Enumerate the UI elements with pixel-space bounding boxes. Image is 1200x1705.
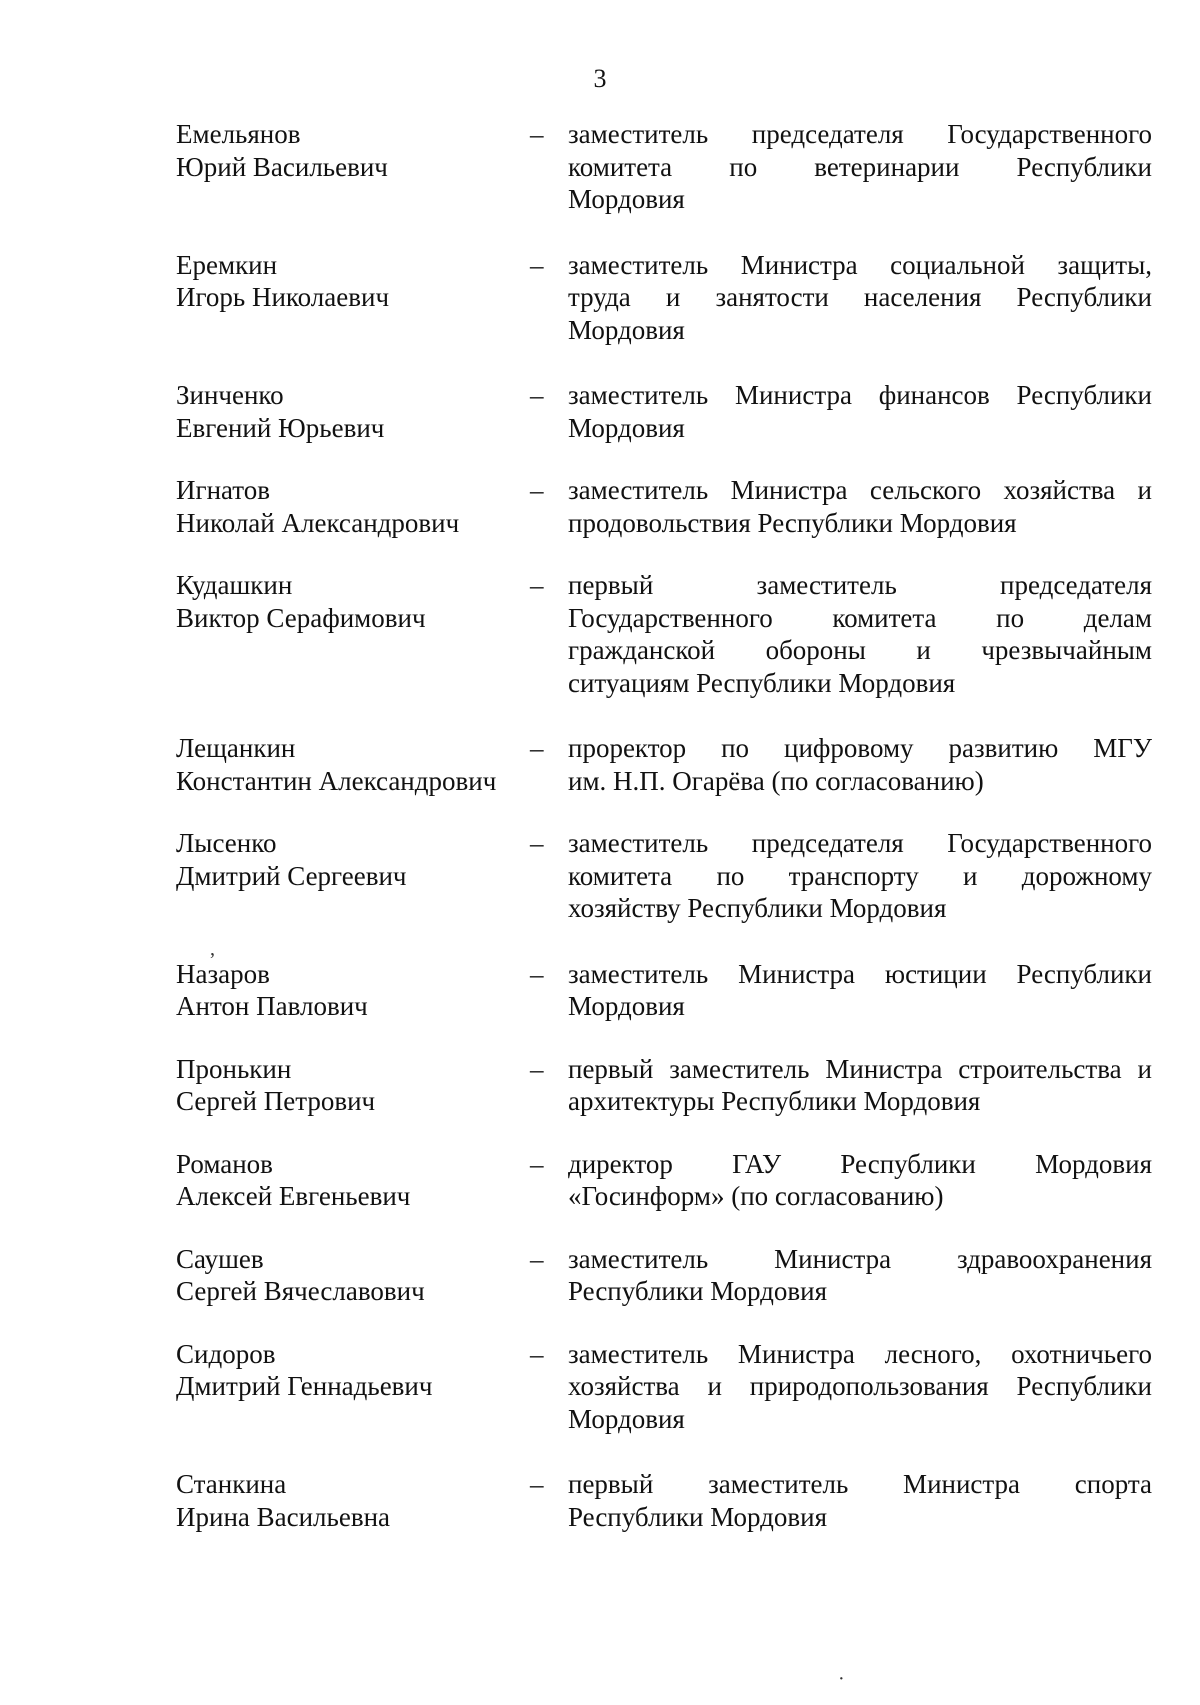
member-surname: Станкина [176,1469,287,1499]
member-surname: Емельянов [176,119,301,149]
member-dash: – [530,475,544,505]
member-row [176,474,1152,539]
member-position-line: Мордовия [568,991,685,1021]
member-row [176,1148,1152,1213]
member-surname: Зинченко [176,380,284,410]
member-given-names: Николай Александрович [176,507,460,538]
member-position [568,379,1152,444]
member-position-line: первый заместитель председателя [568,570,1152,600]
member-position-line: заместитель Министра здравоохранения [568,1243,1152,1274]
member-surname: Сидоров [176,1338,276,1369]
member-position-line: Мордовия [568,412,685,443]
member-dash: – [530,1469,544,1499]
member-dash: – [530,828,544,858]
page-number: 3 [593,64,607,93]
member-position-line: заместитель председателя Государственного [568,119,1152,149]
member-row [176,118,1152,216]
member-position-line: заместитель Министра юстиции Республики [568,958,1152,989]
member-given-names: Евгений Юрьевич [176,412,385,443]
member-row [176,379,1152,444]
member-position [568,1243,1152,1308]
member-name [176,569,546,634]
member-position-line: заместитель Министра финансов Республики [568,380,1152,410]
member-position-line: заместитель Министра сельского хозяйства и [568,475,1152,505]
member-given-names: Виктор Серафимович [176,602,426,633]
member-surname: Романов [176,1148,273,1179]
member-position-line: Мордовия [568,314,685,345]
member-position-line: заместитель Министра социальной защиты, [568,249,1152,280]
member-position-line: первый заместитель Министра спорта [568,1469,1152,1499]
member-name [176,118,546,183]
member-position-line: комитета по транспорту и дорожному [568,860,1152,891]
member-position-line: проректор по цифровому развитию МГУ [568,733,1152,763]
member-position-line: комитета по ветеринарии Республики [568,151,1152,182]
member-dash: – [530,570,544,600]
member-given-names: Сергей Вячеславович [176,1276,425,1306]
member-name [176,474,546,539]
member-surname: Саушев [176,1243,264,1274]
member-given-names: Антон Павлович [176,991,368,1021]
member-row [176,958,1152,1023]
member-position [568,732,1152,797]
member-surname: Еремкин [176,249,278,280]
member-position-line: заместитель председателя Государственного [568,828,1152,858]
member-position-line: Государственного комитета по делам [568,602,1152,633]
member-given-names: Ирина Васильевна [176,1501,391,1532]
member-position [568,958,1152,1023]
scan-mark: , [210,938,215,960]
member-surname: Игнатов [176,475,270,505]
member-position-line: заместитель Министра лесного, охотничьего [568,1338,1152,1369]
member-position-line: хозяйства и природопользования Республики [568,1371,1152,1401]
member-row [176,1243,1152,1308]
member-position-line: Мордовия [568,184,685,214]
member-position-line: директор ГАУ Республики Мордовия [568,1148,1152,1179]
member-dash: – [530,1243,544,1274]
member-position [568,569,1152,699]
member-row [176,1053,1152,1118]
member-position-line: им. Н.П. Огарёва (по согласованию) [568,765,984,796]
member-position-line: хозяйству Республики Мордовия [568,893,947,923]
member-position-line: Республики Мордовия [568,1501,828,1532]
member-position-line: ситуациям Республики Мордовия [568,667,956,698]
member-dash: – [530,119,544,149]
member-position-line: Мордовия [568,1403,685,1434]
member-row [176,1468,1152,1533]
member-surname: Кудашкин [176,570,293,600]
member-dash: – [530,1053,544,1084]
member-name [176,249,546,314]
member-given-names: Сергей Петрович [176,1086,376,1116]
member-dash: – [530,958,544,989]
member-position-line: архитектуры Республики Мордовия [568,1086,981,1116]
member-position [568,827,1152,925]
member-dash: – [530,733,544,763]
member-position-line: первый заместитель Министра строительства и [568,1053,1152,1084]
member-position-line: труда и занятости населения Республики [568,282,1152,312]
member-position-line: «Госинформ» (по согласованию) [568,1181,944,1211]
member-given-names: Константин Александрович [176,765,497,796]
member-position-line: Республики Мордовия [568,1276,828,1306]
member-position [568,1468,1152,1533]
member-position [568,118,1152,216]
member-list [176,118,1152,1533]
member-row [176,569,1152,699]
scan-mark: · [838,1668,845,1690]
member-name [176,732,546,797]
member-row [176,1338,1152,1436]
member-position-line: гражданской обороны и чрезвычайным [568,635,1152,665]
member-given-names: Юрий Васильевич [176,151,388,182]
member-name [176,1148,546,1213]
member-dash: – [530,249,544,280]
member-surname: Лещанкин [176,733,296,763]
member-surname: Пронькин [176,1053,292,1084]
member-name [176,958,546,1023]
member-name [176,1053,546,1118]
member-name [176,1468,546,1533]
member-given-names: Дмитрий Геннадьевич [176,1371,433,1401]
member-row [176,732,1152,797]
member-surname: Лысенко [176,828,277,858]
member-name [176,1243,546,1308]
member-row [176,827,1152,925]
member-given-names: Алексей Евгеньевич [176,1181,411,1211]
member-surname: Назаров [176,958,270,989]
member-dash: – [530,1338,544,1369]
member-position [568,1053,1152,1118]
member-dash: – [530,380,544,410]
member-given-names: Игорь Николаевич [176,282,390,312]
member-row [176,249,1152,347]
member-name [176,379,546,444]
member-position [568,1148,1152,1213]
member-dash: – [530,1148,544,1179]
member-given-names: Дмитрий Сергеевич [176,860,407,891]
member-name [176,1338,546,1403]
member-position [568,249,1152,347]
member-name [176,827,546,892]
member-position [568,474,1152,539]
member-position [568,1338,1152,1436]
member-position-line: продовольствия Республики Мордовия [568,507,1017,538]
